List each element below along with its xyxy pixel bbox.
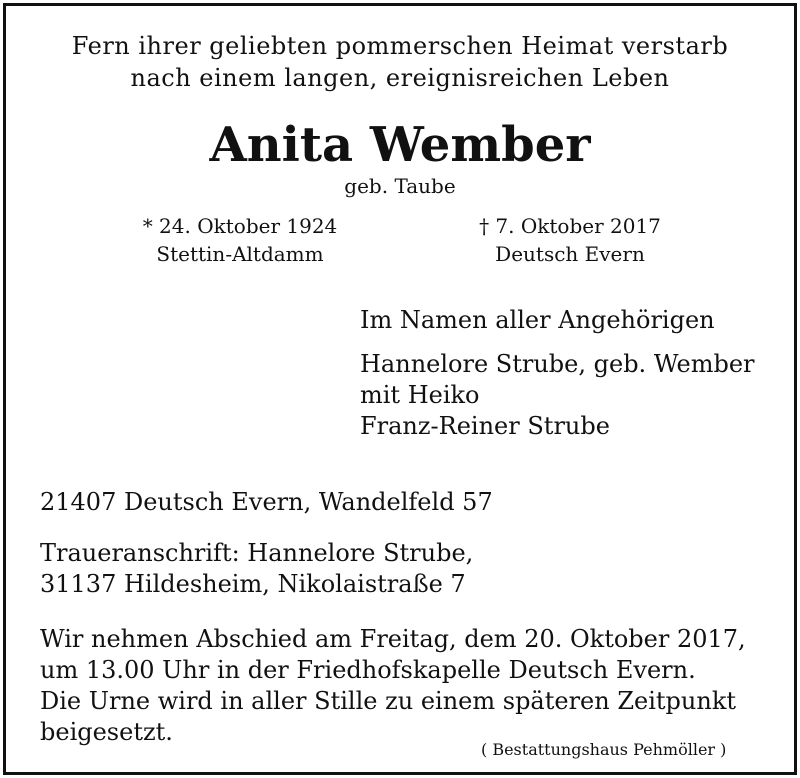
- ceremony-line: Wir nehmen Abschied am Freitag, dem 20. Oktober 2017,: [40, 625, 746, 653]
- mourning-address-line: 31137 Hildesheim, Nikolaistraße 7: [40, 570, 466, 598]
- birth-date: * 24. Oktober 1924: [142, 214, 338, 238]
- family-member: Hannelore Strube, geb. Wember: [360, 350, 755, 378]
- ceremony-info: [40, 624, 746, 748]
- intro-line: Fern ihrer geliebten pommerschen Heimat verstarb: [71, 32, 729, 60]
- ceremony-line: Die Urne wird in aller Stille zu einem späteren Zeitpunkt: [40, 687, 737, 715]
- family-member: Franz-Reiner Strube: [360, 412, 610, 440]
- birth-info: [110, 212, 370, 268]
- home-address: 21407 Deutsch Evern, Wandelfeld 57: [40, 488, 493, 516]
- death-date: † 7. Oktober 2017: [479, 214, 661, 238]
- death-place: Deutsch Evern: [495, 242, 645, 266]
- intro-line: nach einem langen, ereignisreichen Leben: [130, 64, 670, 92]
- maiden-name: geb. Taube: [344, 174, 456, 198]
- birth-place: Stettin-Altdamm: [156, 242, 324, 266]
- death-info: [440, 212, 700, 268]
- ceremony-line: beigesetzt.: [40, 718, 173, 746]
- intro-text: [0, 30, 800, 94]
- family-member: mit Heiko: [360, 381, 480, 409]
- mourning-address: [40, 538, 473, 600]
- ceremony-line: um 13.00 Uhr in der Friedhofskapelle Deutsch Evern.: [40, 656, 696, 684]
- undertaker-credit: ( Bestattungshaus Pehmöller ): [481, 740, 727, 759]
- family-intro: Im Namen aller Angehörigen: [360, 306, 715, 334]
- deceased-name: Anita Wember: [209, 117, 591, 173]
- family-signature: [360, 305, 755, 442]
- mourning-address-line: Traueranschrift: Hannelore Strube,: [40, 539, 474, 567]
